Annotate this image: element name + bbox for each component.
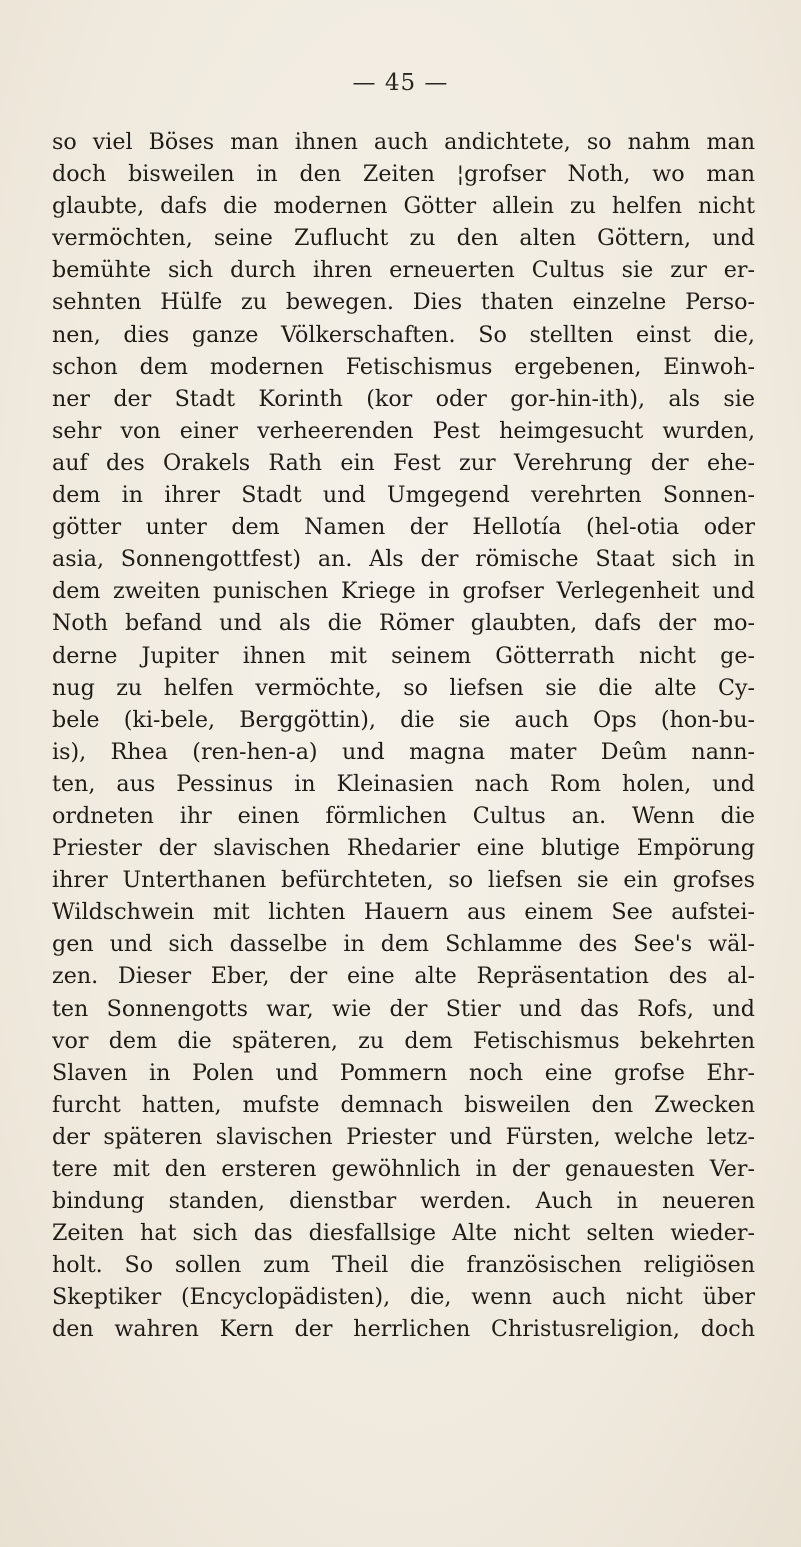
text-line: so viel Böses man ihnen auch andichtete, so nahm man — [52, 129, 755, 155]
text-line: ordneten ihr einen förmlichen Cultus an. Wenn die — [52, 802, 755, 829]
text-line: Skeptiker (Encyclopädisten), die, wenn auch nicht über — [52, 1284, 755, 1311]
text-line: zen. Dieser Eber, der eine alte Repräsentation des al- — [52, 963, 755, 990]
text-line: dem in ihrer Stadt und Umgegend verehrten Sonnen- — [52, 482, 755, 509]
text-line: ihrer Unterthanen befürchteten, so liefsen sie ein grofses — [52, 867, 755, 894]
text-line: bindung standen, dienstbar werden. Auch in neueren — [52, 1188, 755, 1215]
text-line: gen und sich dasselbe in dem Schlamme des See's wäl- — [52, 931, 755, 958]
text-line: auf des Orakels Rath ein Fest zur Verehrung der ehe- — [52, 449, 755, 476]
text-line: Zeiten hat sich das diesfallsige Alte nicht selten wieder- — [52, 1220, 755, 1247]
text-line: holt. So sollen zum Theil die französischen religiösen — [52, 1252, 755, 1279]
text-line: Wildschwein mit lichten Hauern aus einem See aufstei- — [52, 899, 755, 926]
text-line: vermöchten, seine Zuflucht zu den alten Göttern, und — [52, 225, 755, 252]
text-line: nug zu helfen vermöchte, so liefsen sie die alte Cy- — [52, 674, 755, 701]
body-text — [52, 126, 755, 1346]
text-line: furcht hatten, mufste demnach bisweilen den Zwecken — [52, 1091, 755, 1118]
text-line: ner der Stadt Korinth (kor oder gor-hin-ith), als sie — [52, 385, 755, 412]
text-line: nen, dies ganze Völkerschaften. So stellten einst die, — [52, 321, 755, 348]
text-line: sehnten Hülfe zu bewegen. Dies thaten einzelne Perso- — [52, 289, 755, 316]
text-line: der späteren slavischen Priester und Fürsten, welche letz- — [52, 1123, 755, 1150]
text-line: doch bisweilen in den Zeiten ¦grofser Noth, wo man — [52, 161, 755, 188]
text-line: ten Sonnengotts war, wie der Stier und das Rofs, und — [52, 995, 755, 1022]
text-line: Slaven in Polen und Pommern noch eine grofse Ehr- — [52, 1059, 755, 1086]
page-number: — 45 — — [352, 70, 449, 96]
text-line: Noth befand und als die Römer glaubten, dafs der mo- — [52, 610, 755, 637]
text-line: bemühte sich durch ihren erneuerten Cultus sie zur er- — [52, 257, 755, 284]
text-line: schon dem modernen Fetischismus ergebenen, Einwoh- — [52, 353, 755, 380]
text-line: glaubte, dafs die modernen Götter allein zu helfen nicht — [52, 193, 755, 220]
text-line: bele (ki-bele, Berggöttin), die sie auch Ops (hon-bu- — [52, 706, 755, 733]
text-line: tere mit den ersteren gewöhnlich in der genauesten Ver- — [52, 1156, 755, 1182]
text-line: vor dem die späteren, zu dem Fetischismus bekehrten — [52, 1027, 755, 1054]
text-line: derne Jupiter ihnen mit seinem Götterrath nicht ge- — [52, 642, 755, 669]
text-line: sehr von einer verheerenden Pest heimgesucht wurden, — [52, 417, 755, 444]
text-line: ten, aus Pessinus in Kleinasien nach Rom holen, und — [52, 770, 755, 797]
text-line: dem zweiten punischen Kriege in grofser Verlegenheit und — [52, 578, 755, 605]
text-line: den wahren Kern der herrlichen Christusreligion, doch — [52, 1316, 755, 1343]
text-line: götter unter dem Namen der Hellotía (hel-otia oder — [52, 514, 755, 541]
text-line: Priester der slavischen Rhedarier eine blutige Empörung — [52, 835, 755, 862]
text-line: asia, Sonnengottfest) an. Als der römische Staat sich in — [52, 546, 755, 573]
text-line: is), Rhea (ren-hen-a) und magna mater Deûm nann- — [52, 738, 755, 765]
